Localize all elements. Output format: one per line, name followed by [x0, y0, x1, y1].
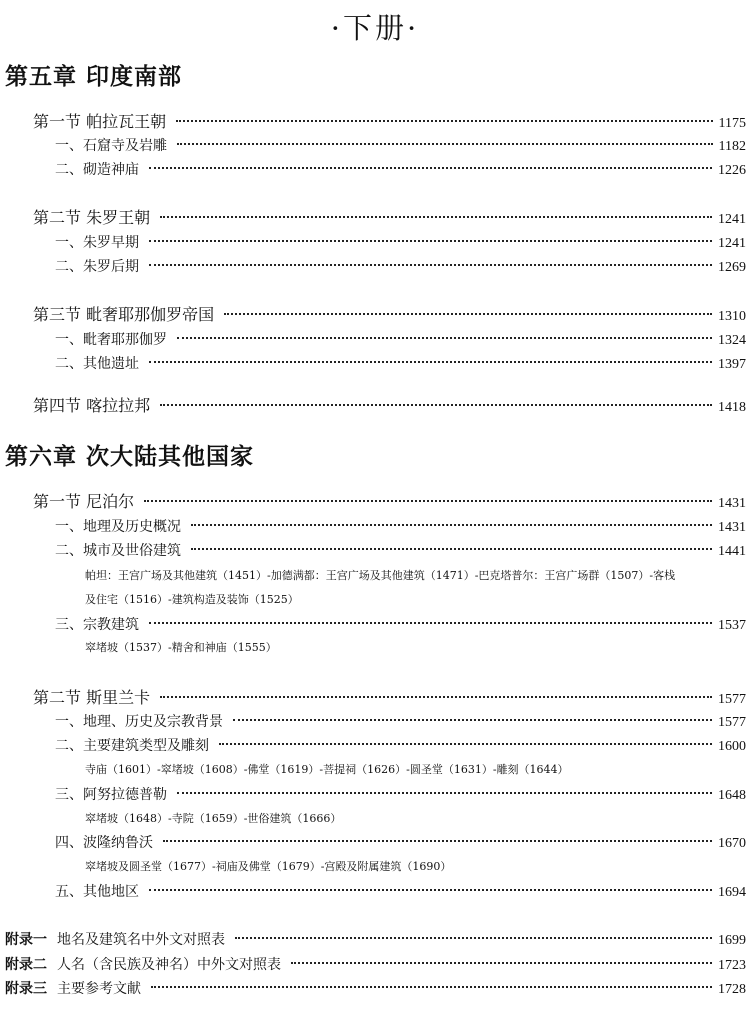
dot-leader	[291, 962, 712, 964]
page-number: 1648	[718, 788, 746, 803]
subsection-detail: 窣堵坡及圆圣堂（1677）-祠庙及佛堂（1679）-宫殿及附属建筑（1690）	[85, 860, 452, 873]
dot-leader	[149, 167, 712, 169]
section-label: 第一节 尼泊尔	[33, 492, 135, 511]
page-number: 1418	[718, 400, 746, 415]
subsection-label: 二、其他遗址	[55, 356, 139, 372]
dot-leader	[177, 337, 712, 339]
page-number: 1723	[718, 958, 746, 973]
section-label: 第二节 朱罗王朝	[33, 208, 151, 227]
subsection-label: 二、城市及世俗建筑	[55, 543, 181, 559]
page-number: 1577	[718, 715, 746, 730]
toc-appendix[interactable]	[5, 978, 746, 1000]
subsection-label: 二、砌造神庙	[55, 162, 139, 178]
page-number: 1241	[718, 212, 746, 227]
chapter-title: 第六章 次大陆其他国家	[5, 444, 255, 470]
page-number: 1226	[718, 163, 746, 178]
toc-section[interactable]	[33, 687, 746, 709]
subsection-label: 二、朱罗后期	[55, 259, 139, 275]
page-number: 1175	[718, 116, 746, 131]
page-number: 1324	[718, 333, 746, 348]
toc-subsection[interactable]	[55, 832, 746, 854]
toc-subsection[interactable]	[55, 159, 746, 181]
subsection-detail: 窣堵坡（1648）-寺院（1659）-世俗建筑（1666）	[85, 812, 342, 825]
toc-subsection[interactable]	[55, 256, 746, 278]
toc-section[interactable]	[33, 304, 746, 326]
toc-subsection[interactable]	[55, 881, 746, 903]
page-number: 1670	[718, 836, 746, 851]
appendix-title: 主要参考文献	[57, 981, 141, 997]
appendix-title: 人名（含民族及神名）中外文对照表	[57, 957, 281, 973]
dot-leader	[219, 743, 712, 745]
dot-leader	[144, 500, 712, 502]
dot-leader	[224, 313, 712, 315]
page-number: 1728	[718, 982, 746, 997]
section-label: 第四节 喀拉拉邦	[33, 396, 151, 415]
toc-subsection[interactable]	[55, 711, 746, 733]
dot-leader	[191, 524, 712, 526]
subsection-label: 一、地理及历史概况	[55, 519, 181, 535]
appendix-tag: 附录二	[5, 957, 47, 973]
toc-subsection[interactable]	[55, 135, 746, 157]
dot-leader	[163, 840, 712, 842]
page-number: 1241	[718, 236, 746, 251]
subsection-label: 一、地理、历史及宗教背景	[55, 714, 223, 730]
toc-section[interactable]	[33, 111, 746, 133]
page-number: 1182	[718, 139, 746, 154]
dot-leader	[233, 719, 712, 721]
dot-leader	[149, 361, 712, 363]
dot-leader	[235, 937, 712, 939]
toc-section[interactable]	[33, 207, 746, 229]
dot-leader	[160, 696, 712, 698]
toc-subsection[interactable]	[55, 353, 746, 375]
subsection-detail: 及住宅（1516）-建筑构造及装饰（1525）	[85, 593, 299, 606]
toc-subsection[interactable]	[55, 784, 746, 806]
subsection-detail: 寺庙（1601）-窣堵坡（1608）-佛堂（1619）-菩提祠（1626）-圆圣堂（1631）-雕刻（1644）	[85, 763, 569, 776]
subsection-label: 三、阿努拉德普勒	[55, 787, 167, 803]
dot-leader	[149, 622, 712, 624]
subsection-label: 五、其他地区	[55, 884, 139, 900]
subsection-detail: 帕坦：王宫广场及其他建筑（1451）-加德满都：王宫广场及其他建筑（1471）-巴克塔普尔：王宫广场群（1507）-客栈	[85, 569, 676, 582]
chapter-title: 第五章 印度南部	[5, 64, 183, 90]
appendix-label	[5, 929, 225, 951]
volume-title: ·下册·	[330, 11, 420, 45]
toc-subsection[interactable]	[55, 614, 746, 636]
page-number: 1441	[718, 544, 746, 559]
appendix-label	[5, 954, 281, 976]
toc-subsection[interactable]	[55, 735, 746, 757]
toc-appendix[interactable]	[5, 954, 746, 976]
dot-leader	[176, 120, 712, 122]
subsection-label: 一、石窟寺及岩雕	[55, 138, 167, 154]
page-number: 1269	[718, 260, 746, 275]
toc-section[interactable]	[33, 395, 746, 417]
dot-leader	[149, 240, 712, 242]
subsection-label: 二、主要建筑类型及雕刻	[55, 738, 209, 754]
appendix-tag: 附录一	[5, 932, 47, 948]
subsection-label: 四、波隆纳鲁沃	[55, 835, 153, 851]
subsection-detail: 窣堵坡（1537）-精舍和神庙（1555）	[85, 641, 277, 654]
appendix-title: 地名及建筑名中外文对照表	[57, 932, 225, 948]
page-number: 1537	[718, 618, 746, 633]
section-label: 第三节 毗奢耶那伽罗帝国	[33, 305, 215, 324]
page-number: 1694	[718, 885, 746, 900]
dot-leader	[191, 548, 712, 550]
subsection-label: 三、宗教建筑	[55, 617, 139, 633]
toc-subsection[interactable]	[55, 232, 746, 254]
dot-leader	[149, 889, 712, 891]
dot-leader	[160, 404, 712, 406]
section-label: 第一节 帕拉瓦王朝	[33, 112, 167, 131]
subsection-label: 一、朱罗早期	[55, 235, 139, 251]
page-number: 1600	[718, 739, 746, 754]
subsection-label: 一、毗奢耶那伽罗	[55, 332, 167, 348]
section-label: 第二节 斯里兰卡	[33, 688, 151, 707]
dot-leader	[177, 143, 713, 145]
toc-appendix[interactable]	[5, 929, 746, 951]
dot-leader	[149, 264, 712, 266]
page-number: 1431	[718, 496, 746, 511]
appendix-label	[5, 978, 141, 1000]
dot-leader	[151, 986, 712, 988]
page-number: 1577	[718, 692, 746, 707]
toc-section[interactable]	[33, 491, 746, 513]
page-number: 1699	[718, 933, 746, 948]
page-number: 1397	[718, 357, 746, 372]
page-number: 1431	[718, 520, 746, 535]
page-number: 1310	[718, 309, 746, 324]
dot-leader	[177, 792, 712, 794]
toc-subsection[interactable]	[55, 540, 746, 562]
toc-subsection[interactable]	[55, 516, 746, 538]
dot-leader	[160, 216, 712, 218]
appendix-tag: 附录三	[5, 981, 47, 997]
toc-subsection[interactable]	[55, 329, 746, 351]
